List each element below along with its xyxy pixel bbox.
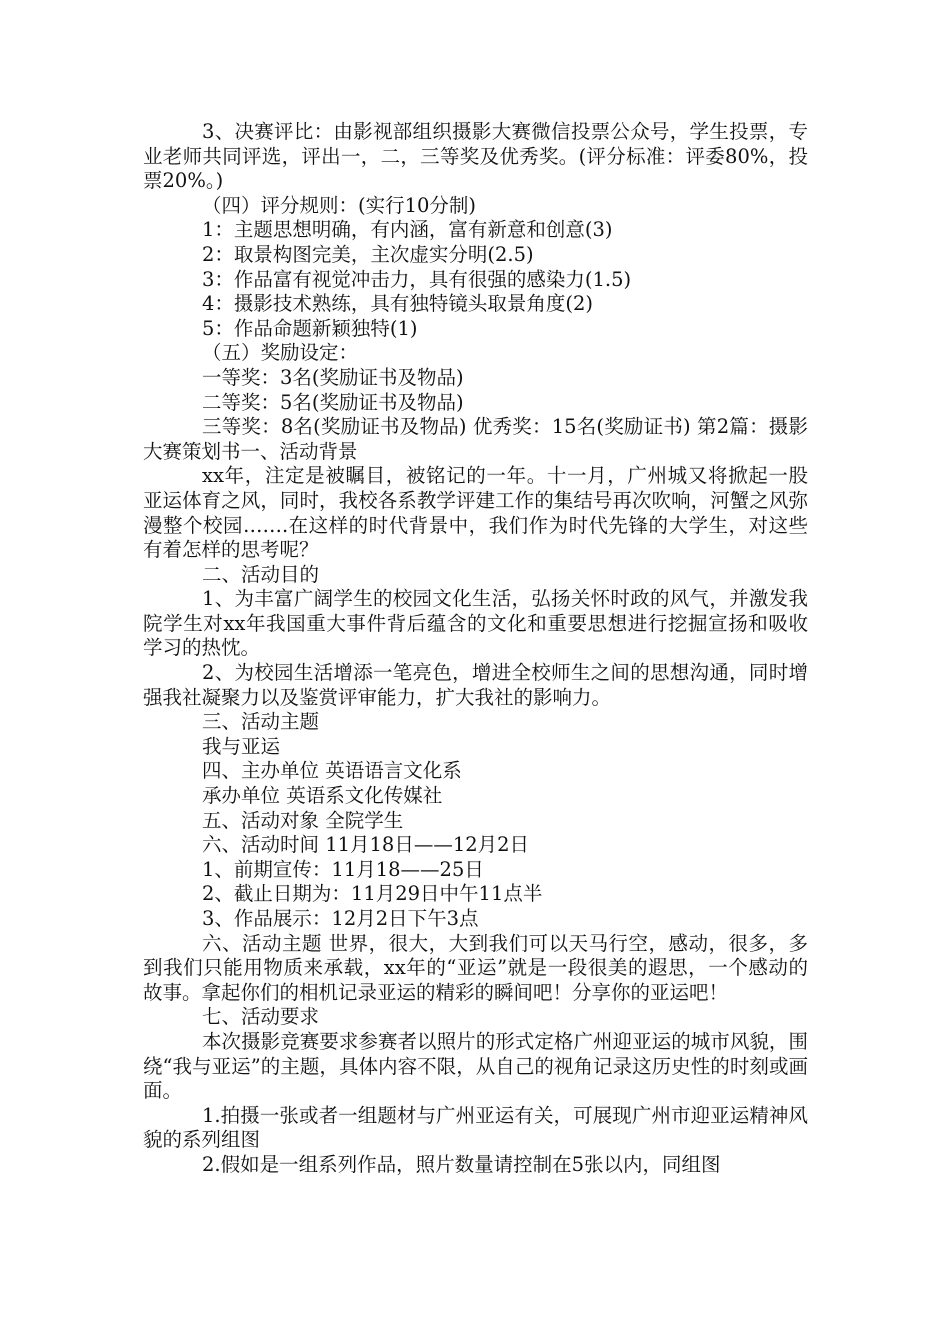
co-organizer: 承办单位 英语系文化传媒社 bbox=[202, 784, 443, 808]
purpose-item-1: 1、为丰富广阔学生的校园文化生活，弘扬关怀时政的风气，并激发我院学生对xx年我国重大事件背后蕴含的文化和重要思想进行挖掘宣扬和吸收学习的热忱。 bbox=[143, 587, 808, 660]
requirement-item-1: 1.拍摄一张或者一组题材与广州亚运有关，可展现广州市迎亚运精神风貌的系列组图 bbox=[143, 1103, 808, 1152]
activity-time: 六、活动时间 11月18日——12月2日 bbox=[202, 833, 530, 857]
award-second: 二等奖：5名(奖励证书及物品) bbox=[202, 390, 464, 414]
audience: 五、活动对象 全院学生 bbox=[202, 808, 404, 832]
paragraph-theme-detail: 六、活动主题 世界，很大，大到我们可以天马行空，感动，很多，多到我们只能用物质来承载，xx年的“亚运”就是一段很美的遐思，一个感动的故事。拿起你们的相机记录亚运的精彩的瞬间吧！分享你的亚运吧！ bbox=[143, 931, 808, 1004]
time-item-1: 1、前期宣传：11月18——25日 bbox=[202, 857, 484, 881]
rule-item-5: 5：作品命题新颖独特(1) bbox=[202, 316, 418, 340]
purpose-item-2: 2、为校园生活增添一笔亮色，增进全校师生之间的思想沟通，同时增强我社凝聚力以及鉴赏评审能力，扩大我社的影响力。 bbox=[143, 661, 808, 709]
heading-awards: （五）奖励设定： bbox=[202, 341, 359, 365]
rule-item-4: 4：摄影技术熟练，具有独特镜头取景角度(2) bbox=[202, 292, 594, 316]
theme-text: 我与亚运 bbox=[202, 734, 281, 758]
paragraph-background: xx年，注定是被瞩目，被铭记的一年。十一月，广州城又将掀起一股亚运体育之风，同时，我校各系教学评建工作的集结号再次吹响，河蟹之风弥漫整个校园…….在这样的时代背景中，我们作为时代先锋的大学生，对这些有着怎样的思考呢？ bbox=[143, 464, 808, 562]
heading-theme: 三、活动主题 bbox=[202, 710, 320, 734]
award-third: 三等奖：8名(奖励证书及物品) 优秀奖：15名(奖励证书) 第2篇：摄影大赛策划书一、活动背景 bbox=[143, 415, 808, 463]
award-first: 一等奖：3名(奖励证书及物品) bbox=[202, 365, 464, 389]
heading-purpose: 二、活动目的 bbox=[202, 562, 320, 586]
rule-item-3: 3：作品富有视觉冲击力，具有很强的感染力(1.5) bbox=[202, 267, 632, 291]
paragraph-final-judging: 3、决赛评比：由影视部组织摄影大赛微信投票公众号，学生投票，专业老师共同评选，评出一，二，三等奖及优秀奖。(评分标准：评委80%，投票20%。) bbox=[143, 120, 808, 193]
document-page bbox=[143, 120, 808, 1178]
rule-item-2: 2：取景构图完美，主次虚实分明(2.5) bbox=[202, 242, 534, 266]
time-item-3: 3、作品展示：12月2日下午3点 bbox=[202, 907, 479, 930]
requirements-intro: 本次摄影竞赛要求参赛者以照片的形式定格广州迎亚运的城市风貌，围绕“我与亚运”的主题，具体内容不限，从自己的视角记录这历史性的时刻或画面。 bbox=[143, 1029, 808, 1103]
rule-item-1: 1：主题思想明确，有内涵，富有新意和创意(3) bbox=[202, 218, 613, 242]
heading-scoring-rules: （四）评分规则：(实行10分制) bbox=[202, 193, 477, 217]
heading-requirements: 七、活动要求 bbox=[202, 1005, 320, 1029]
time-item-2: 2、截止日期为：11月29日中午11点半 bbox=[202, 882, 543, 906]
organizer: 四、主办单位 英语语言文化系 bbox=[202, 759, 462, 783]
requirement-item-2: 2.假如是一组系列作品，照片数量请控制在5张以内，同组图 bbox=[202, 1152, 721, 1176]
